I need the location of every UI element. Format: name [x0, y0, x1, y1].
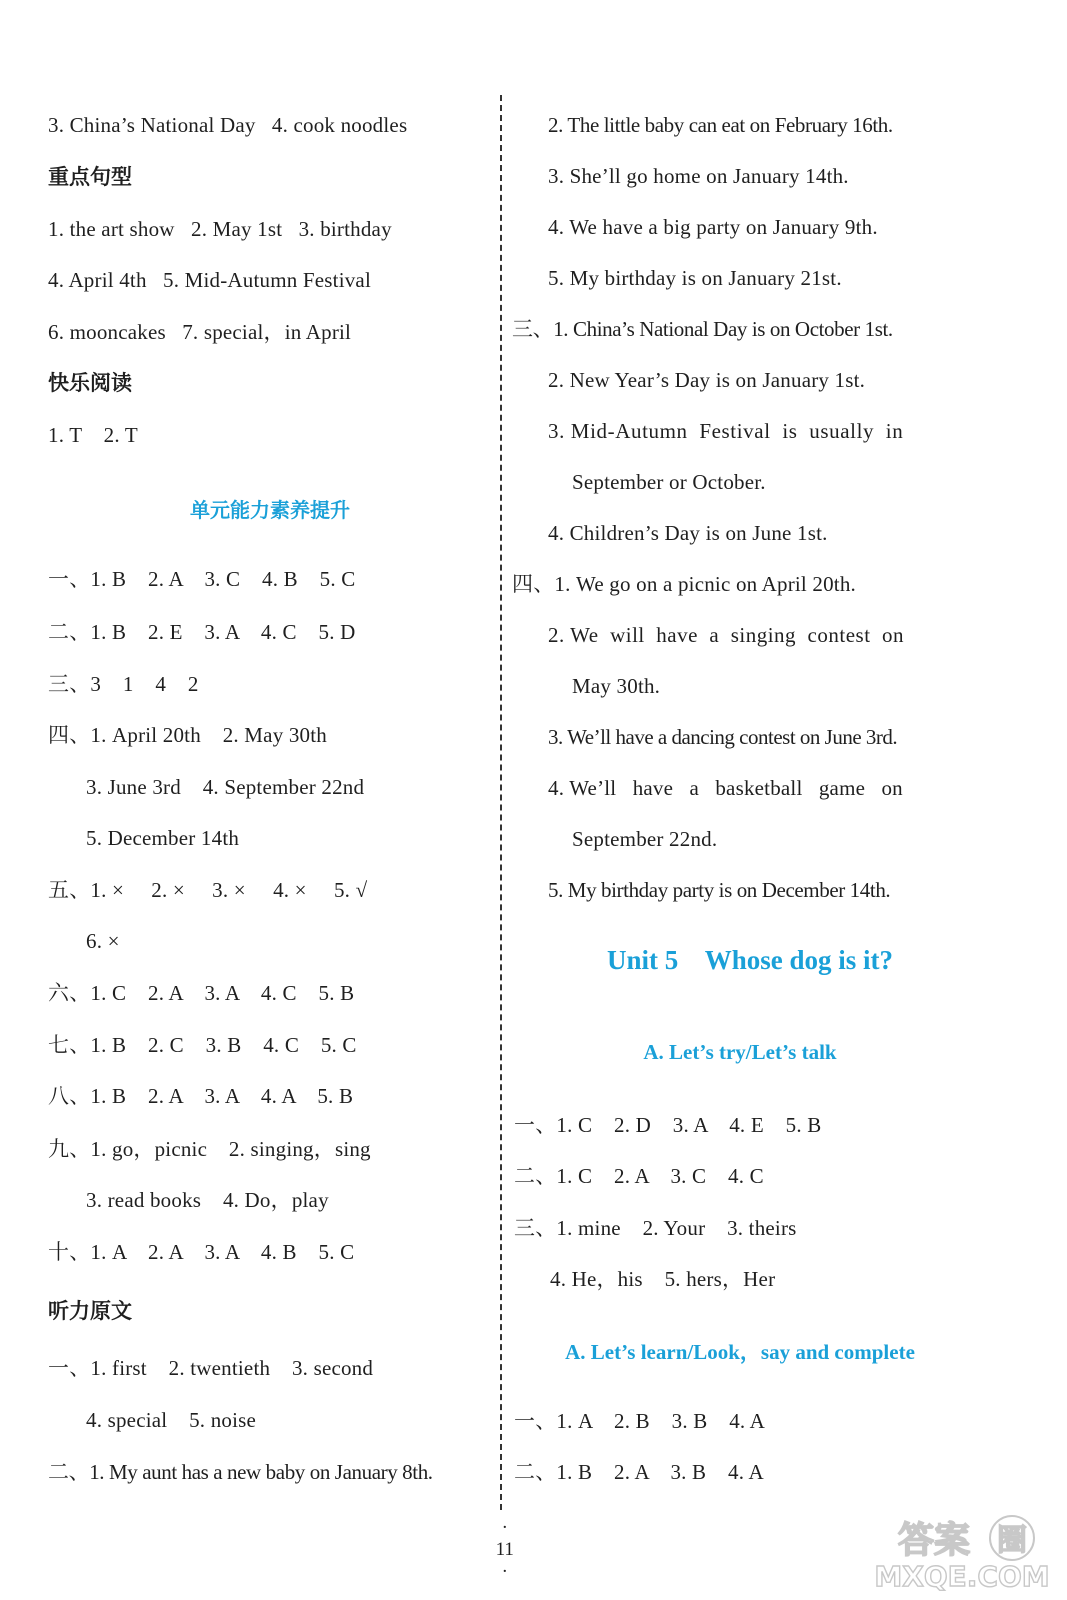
answer-line: 3. She’ll go home on January 14th.: [548, 164, 849, 188]
answer-line: 3. China’s National Day 4. cook noodles: [48, 113, 408, 137]
answer-line: 4. special 5. noise: [86, 1408, 257, 1432]
answer-line: 3. read books 4. Do，play: [86, 1188, 329, 1212]
page-number-bullet: ·: [501, 1561, 508, 1582]
answer-line: 2. New Year’s Day is on January 1st.: [548, 368, 866, 392]
answer-line: 4. He，his 5. hers，Her: [550, 1267, 776, 1291]
section-heading-listening-script: 听力原文: [48, 1299, 132, 1323]
answer-line: 二、1. B 2. A 3. B 4. A: [514, 1460, 764, 1484]
answer-line: 3. We’ll have a dancing contest on June 3rd.: [548, 725, 898, 749]
answer-line: 二、1. C 2. A 3. C 4. C: [514, 1164, 764, 1188]
watermark-logo-text: 答案: [897, 1520, 971, 1561]
answer-line: May 30th.: [572, 674, 661, 698]
answer-line: 一、1. B 2. A 3. C 4. B 5. C: [48, 567, 356, 591]
answer-line: 二、1. My aunt has a new baby on January 8th.: [48, 1460, 433, 1484]
answer-line: 三、3 1 4 2: [48, 672, 199, 696]
answer-line: 5. December 14th: [86, 826, 240, 850]
answer-line: 4. We have a big party on January 9th.: [548, 215, 878, 239]
answer-line: 4. We’ll have a basketball game on: [548, 776, 903, 800]
answer-line: 1. T 2. T: [48, 423, 138, 447]
answer-line: 七、1. B 2. C 3. B 4. C 5. C: [48, 1033, 357, 1057]
answer-line: September 22nd.: [572, 827, 718, 851]
answer-line: 5. My birthday party is on December 14th.: [548, 878, 891, 902]
answer-line: 六、1. C 2. A 3. A 4. C 5. B: [48, 981, 355, 1005]
answer-line: 一、1. A 2. B 3. B 4. A: [514, 1409, 766, 1433]
unit-title: Unit 5 Whose dog is it?: [606, 945, 894, 975]
answer-line: 二、1. B 2. E 3. A 4. C 5. D: [48, 620, 356, 644]
answer-line: 6. ×: [86, 929, 120, 953]
page-number-bullet: ·: [501, 1517, 508, 1538]
answer-line: 一、1. C 2. D 3. A 4. E 5. B: [514, 1113, 822, 1137]
answer-line: 3. Mid-Autumn Festival is usually in: [548, 419, 904, 443]
answer-line: 九、1. go，picnic 2. singing，sing: [48, 1137, 371, 1161]
answer-line: 3. June 3rd 4. September 22nd: [86, 775, 365, 799]
answer-line: 四、1. April 20th 2. May 30th: [48, 723, 327, 747]
watermark-url-text: MXQE.COM: [874, 1560, 1050, 1592]
answer-line: September or October.: [572, 470, 766, 494]
answer-line: 4. April 4th 5. Mid-Autumn Festival: [48, 268, 371, 292]
section-heading-happy-reading: 快乐阅读: [48, 371, 132, 395]
answer-line: 八、1. B 2. A 3. A 4. A 5. B: [48, 1084, 354, 1108]
answer-line: 2. We will have a singing contest on: [548, 623, 905, 647]
section-heading-key-sentences: 重点句型: [48, 165, 132, 189]
page-number-value: 11: [495, 1539, 514, 1560]
column-divider: [500, 95, 502, 1510]
page-number: [0, 1495, 1000, 1583]
subsection-title-learn-look: A. Let’s learn/Look，say and complete: [565, 1340, 915, 1364]
answer-line: 一、1. first 2. twentieth 3. second: [48, 1356, 374, 1380]
answer-line: 三、1. mine 2. Your 3. theirs: [514, 1216, 797, 1240]
answer-line: 三、1. China’s National Day is on October 1st.: [512, 317, 893, 341]
subsection-title-try-talk: A. Let’s try/Let’s talk: [643, 1040, 837, 1064]
answer-line: 5. My birthday is on January 21st.: [548, 266, 842, 290]
answer-line: 四、1. We go on a picnic on April 20th.: [512, 572, 856, 596]
answer-line: 五、1. × 2. × 3. × 4. × 5. √: [48, 878, 368, 902]
answer-line: 4. Children’s Day is on June 1st.: [548, 521, 828, 545]
answer-line: 1. the art show 2. May 1st 3. birthday: [48, 217, 392, 241]
watermark-logo: [872, 1512, 1052, 1592]
answer-line: 6. mooncakes 7. special，in April: [48, 320, 352, 344]
section-title-unit-ability: 单元能力素养提升: [190, 498, 350, 522]
answer-line: 2. The little baby can eat on February 16th.: [548, 113, 893, 137]
watermark-circle-glyph: 圈: [997, 1523, 1027, 1558]
answer-line: 十、1. A 2. A 3. A 4. B 5. C: [48, 1240, 355, 1264]
